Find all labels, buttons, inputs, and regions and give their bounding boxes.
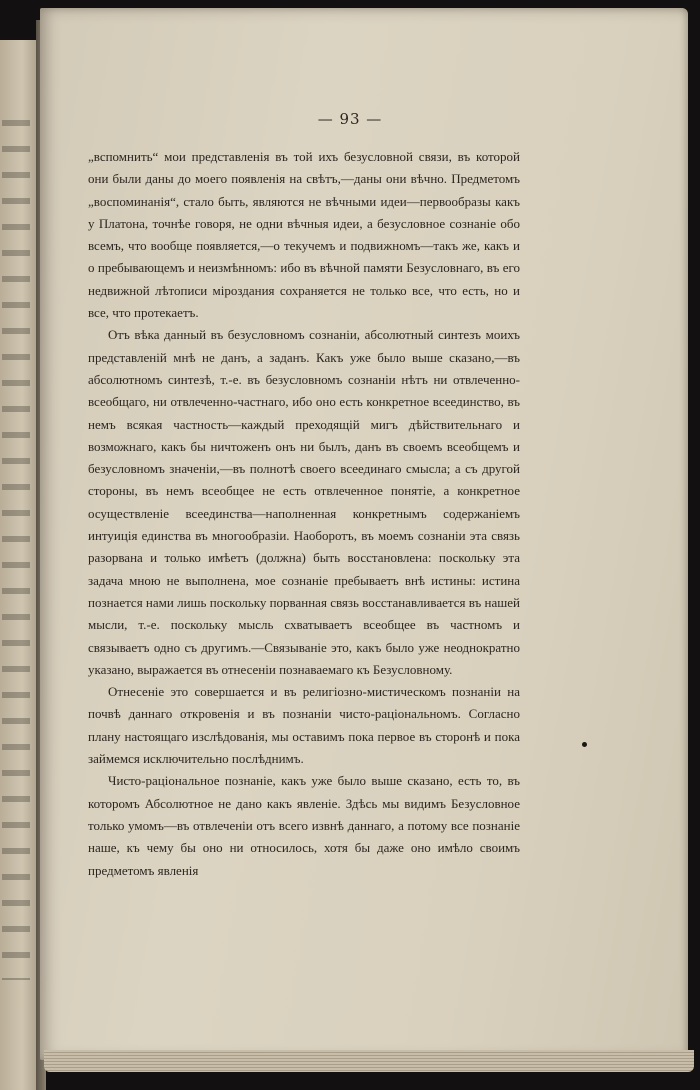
page-number: — 93 — [317, 110, 383, 128]
left-page-text-fragment [2, 120, 30, 980]
paragraph-3: Отнесеніе это совершается и въ религіозно-мистическомъ познаніи на почвѣ даннаго откровенія и въ познаніи чисто-раціональномъ. Согласно плану настоящаго изслѣдованія, мы оставимъ пока первое въ сторонѣ и пока займемся исключительно послѣднимъ. [88, 684, 520, 767]
paragraph-2: Отъ вѣка данный въ безусловномъ сознаніи, абсолютный синтезъ моихъ представленій мнѣ не данъ, а заданъ. Какъ уже было выше сказано,—въ абсолютномъ синтезѣ, т.-е. въ безусловномъ сознаніи нѣтъ ни отвлеченно-всеобщаго, ни отвлеченно-частнаго, ибо оно есть конкретное всеединство, въ немъ всякая частность—каждый преходящій мигъ дѣйствительнаго и возможнаго, какъ бы ничтоженъ онъ ни былъ, данъ въ своемъ всеобщемъ и безусловномъ значеніи,—въ полнотѣ своего всеединаго смысла; а съ другой стороны, въ немъ всеобщее не есть отвлеченное понятіе, а конкретное осуществленіе всеединства—наполненная конкретнымъ содержаніемъ интуиція единства въ многообразіи. Наоборотъ, въ моемъ сознаніи эта связь разорвана и только имѣетъ (должна) быть восстановлена: поскольку эта задача мною не выполнена, мое сознаніе пребываетъ внѣ истины: истина познается нами лишь поскольку порванная связь восстанавливается въ нашей мысли, т.-е. поскольку мысль схватываетъ всеобщее въ частномъ и связываетъ одно съ другимъ.—Связываніе это, какъ было уже неоднократно указано, выражается въ отнесеніи познаваемаго къ Безусловному. [88, 327, 520, 677]
page-stack-edges [44, 1050, 694, 1072]
page-body-text [88, 146, 520, 882]
paragraph-1: „вспомнить“ мои представленія въ той ихъ безусловной связи, въ которой они были даны до моего появленія на свѣтъ,—даны они вѣчно. Предметомъ „воспоминанія“, стало быть, являются не вѣчными идеи—первообразы какъ у Платона, точнѣе говоря, не одни вѣчныя идеи, а безусловное сознаніе обо всемъ, что вообще появляется,—о текучемъ и подвижномъ—такъ же, какъ и о пребывающемъ и неизмѣнномъ: ибо въ вѣчной памяти Безусловнаго, въ его недвижной лѣтописи міроздания сохраняется не только все, что есть, но и все, что протекаетъ. [88, 149, 520, 321]
ink-speck [582, 742, 587, 747]
paragraph-4: Чисто-раціональное познаніе, какъ уже было выше сказано, есть то, въ которомъ Абсолютное не дано какъ явленіе. Здѣсь мы видимъ Безусловное только умомъ—въ отвлеченіи отъ всего извнѣ даннаго, а потому все познаніе наше, къ чему бы оно ни относилось, хотя бы даже оно имѣло своимъ предметомъ явленія [88, 773, 520, 878]
left-page-edge [0, 40, 40, 1090]
